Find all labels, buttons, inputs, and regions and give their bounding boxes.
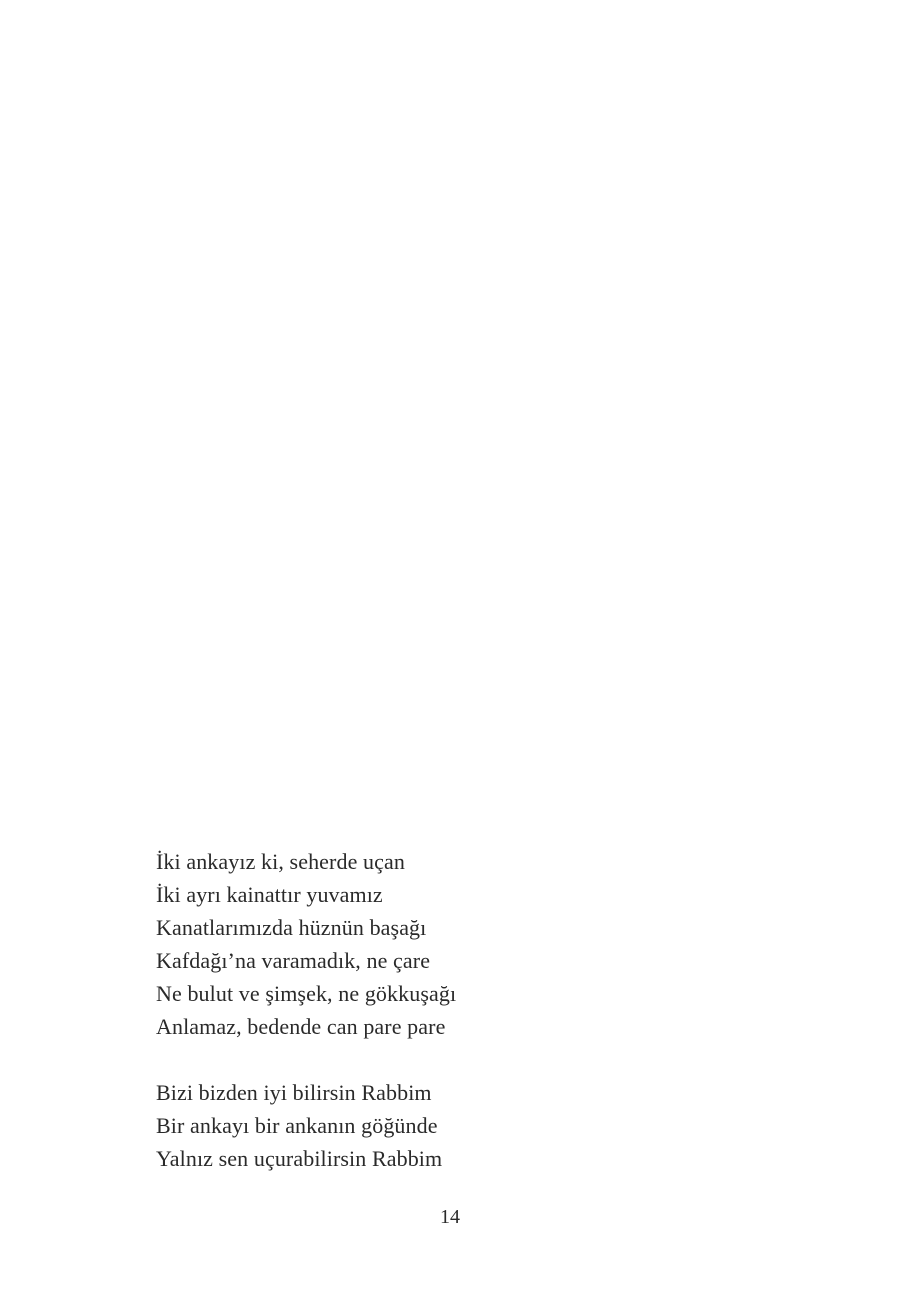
poem-line: Kafdağı’na varamadık, ne çare (156, 948, 431, 973)
page-number: 14 (440, 1206, 460, 1228)
poem-line: İki ayrı kainattır yuvamız (156, 882, 383, 907)
poem-line: İki ankayız ki, seherde uçan (156, 849, 405, 874)
poem-line: Anlamaz, bedende can pare pare (156, 1014, 446, 1039)
poem-line: Bir ankayı bir ankanın göğünde (156, 1113, 438, 1138)
poem-line: Kanatlarımızda hüznün başağı (156, 915, 427, 940)
poem-line: Yalnız sen uçurabilirsin Rabbim (156, 1146, 443, 1171)
poem-line: Ne bulut ve şimşek, ne gökkuşağı (156, 981, 457, 1006)
stanza-1 (156, 845, 756, 1043)
stanza-2 (156, 1076, 756, 1175)
poem (156, 845, 756, 1175)
poem-line: Bizi bizden iyi bilirsin Rabbim (156, 1080, 432, 1105)
